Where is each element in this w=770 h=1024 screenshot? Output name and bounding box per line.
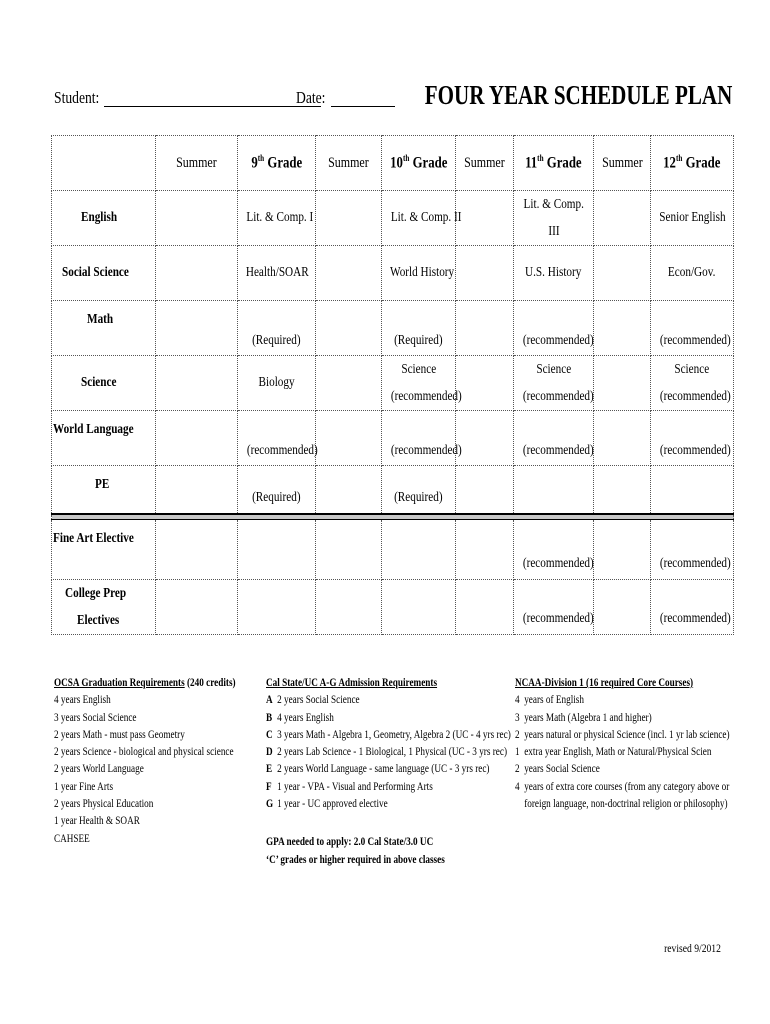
course-cell-g9[interactable] — [238, 466, 316, 514]
calstate-line: G 1 year - UC approved elective — [266, 798, 388, 811]
summer-cell[interactable] — [456, 579, 514, 634]
column-header-grade-9: 9th Grade — [238, 136, 316, 191]
course-cell-g11[interactable] — [514, 411, 594, 466]
ncaa-line: foreign language, non-doctrinal religion or philosophy) — [515, 798, 728, 811]
ocsa-line: 4 years English — [54, 694, 111, 707]
cell-text: (recommended) — [522, 442, 594, 458]
cell-text: (recommended) — [659, 611, 731, 626]
calstate-heading: Cal State/UC A-G Admission Requirements — [266, 677, 438, 689]
ocsa-line: 1 year Health & SOAR — [54, 815, 140, 828]
summer-cell[interactable] — [156, 411, 238, 466]
cell-text: (recommended) — [522, 611, 594, 626]
summer-cell[interactable] — [316, 519, 382, 579]
cell-text: (Required) — [394, 490, 443, 505]
column-header-summer: Summer — [156, 136, 238, 191]
ocsa-heading: OCSA Graduation Requirements — [54, 677, 185, 689]
ncaa-line: 4 years of extra core courses (from any category above or — [515, 780, 730, 793]
cell-text: III — [547, 224, 560, 239]
course-cell-g10[interactable] — [382, 191, 462, 246]
summer-cell[interactable] — [594, 301, 651, 356]
course-cell-g12[interactable] — [651, 411, 734, 466]
table-row — [52, 356, 734, 411]
summer-cell[interactable] — [594, 246, 651, 301]
corner-cell — [52, 136, 156, 191]
course-cell-g11[interactable] — [514, 356, 594, 411]
gpa-line-2: ‘C’ grades or higher required in above classes — [266, 853, 445, 866]
cell-text: U.S. History — [525, 265, 582, 281]
course-cell-g9[interactable] — [238, 356, 316, 411]
summer-cell[interactable] — [594, 579, 651, 634]
student-name-field[interactable] — [104, 106, 321, 107]
ocsa-line: CAHSEE — [54, 832, 90, 845]
cell-text: (recommended) — [659, 389, 731, 404]
form-header — [52, 80, 732, 116]
summer-cell[interactable] — [156, 519, 238, 579]
subject-label: Science — [52, 356, 156, 411]
summer-cell[interactable] — [456, 411, 514, 466]
table-row — [52, 411, 734, 466]
ncaa-heading: NCAA-Division 1 (16 required Core Courses) — [515, 677, 694, 689]
summer-cell[interactable] — [456, 246, 514, 301]
ncaa-line: 1 extra year English, Math or Natural/Physical Scien — [515, 746, 712, 759]
course-cell-g10[interactable] — [382, 301, 456, 356]
cell-text: (recommended) — [246, 442, 318, 458]
course-cell-g9[interactable] — [238, 411, 316, 466]
ncaa-line: 4 years of English — [515, 694, 584, 707]
summer-cell[interactable] — [456, 519, 514, 579]
course-cell-g11[interactable] — [514, 519, 594, 579]
subject-label: Fine Art Elective — [52, 519, 156, 579]
cell-text: (recommended) — [659, 332, 731, 348]
calstate-line: A 2 years Social Science — [266, 694, 360, 707]
course-cell-g12[interactable] — [651, 579, 734, 634]
summer-cell[interactable] — [316, 356, 382, 411]
subject-label: Math — [52, 301, 156, 356]
summer-cell[interactable] — [156, 301, 238, 356]
course-cell-g11[interactable] — [514, 191, 594, 246]
course-cell-g10[interactable] — [382, 246, 456, 301]
summer-cell[interactable] — [156, 246, 238, 301]
summer-cell[interactable] — [594, 356, 651, 411]
ocsa-line: 2 years Physical Education — [54, 798, 154, 811]
cell-text: (recommended) — [659, 442, 731, 458]
course-cell-g10[interactable] — [382, 356, 462, 411]
table-row — [52, 301, 734, 356]
calstate-line: E 2 years World Language - same language (UC - 3 yrs rec) — [266, 763, 490, 776]
summer-cell[interactable] — [316, 301, 382, 356]
student-label: Student: — [54, 88, 100, 107]
ocsa-line: 2 years World Language — [54, 763, 144, 776]
cell-text: Lit. & Comp. I — [246, 210, 314, 226]
course-cell-g9[interactable] — [238, 519, 316, 579]
calstate-line: F 1 year - VPA - Visual and Performing Arts — [266, 780, 433, 793]
cell-text: Econ/Gov. — [668, 265, 716, 281]
cell-text: World History — [390, 265, 455, 281]
summer-cell[interactable] — [316, 246, 382, 301]
summer-cell[interactable] — [156, 579, 238, 634]
table-row — [52, 246, 734, 301]
subject-label: Social Science — [52, 246, 156, 301]
course-cell-g9[interactable] — [238, 301, 316, 356]
summer-cell[interactable] — [316, 191, 382, 246]
cell-text: (recommended) — [659, 556, 731, 571]
course-cell-g11[interactable] — [514, 466, 594, 514]
summer-cell[interactable] — [316, 466, 382, 514]
course-cell-g10[interactable] — [382, 519, 456, 579]
ncaa-line: 2 years natural or physical Science (incl. 1 yr lab science) — [515, 728, 730, 741]
calstate-line: D 2 years Lab Science - 1 Biological, 1 Physical (UC - 3 yrs rec) — [266, 746, 508, 759]
course-cell-g11[interactable] — [514, 246, 594, 301]
ocsa-line: 2 years Science - biological and physical science — [54, 746, 234, 759]
date-label: Date: — [296, 88, 326, 107]
summer-cell[interactable] — [456, 301, 514, 356]
page-title: FOUR YEAR SCHEDULE PLAN — [424, 80, 732, 110]
gpa-line-1: GPA needed to apply: 2.0 Cal State/3.0 UC — [266, 836, 434, 849]
cell-text: (recommended) — [390, 442, 462, 458]
ocsa-line: 3 years Social Science — [54, 711, 137, 724]
summer-cell[interactable] — [156, 191, 238, 246]
ncaa-line: 2 years Social Science — [515, 763, 600, 776]
summer-cell[interactable] — [594, 519, 651, 579]
cell-text: Science — [536, 362, 571, 377]
table-row — [52, 191, 734, 246]
column-header-summer: Summer — [594, 136, 651, 191]
cell-text: Senior English — [659, 210, 726, 226]
course-cell-g12[interactable] — [651, 466, 734, 514]
subject-label: College Prep Electives — [52, 579, 156, 634]
column-header-grade-12: 12th Grade — [651, 136, 734, 191]
course-cell-g10[interactable] — [382, 411, 462, 466]
cell-text: (Required) — [394, 332, 443, 348]
summer-cell[interactable] — [456, 191, 514, 246]
course-cell-g12[interactable] — [651, 301, 734, 356]
subject-label: PE — [52, 466, 156, 514]
column-header-grade-10: 10th Grade — [382, 136, 456, 191]
ncaa-requirements — [515, 675, 770, 813]
course-cell-g9[interactable] — [238, 191, 316, 246]
schedule-table — [51, 135, 734, 635]
table-row — [52, 466, 734, 514]
cell-text: Biology — [258, 375, 295, 391]
course-cell-g11[interactable] — [514, 301, 594, 356]
revised-date: revised 9/2012 — [664, 941, 721, 955]
cell-text: (Required) — [252, 332, 301, 348]
course-cell-g9[interactable] — [238, 246, 316, 301]
column-header-summer: Summer — [456, 136, 514, 191]
cell-text: (recommended) — [522, 332, 594, 348]
cell-text: Lit. & Comp. — [523, 197, 584, 212]
ocsa-requirements: OCSA Graduation Requirements (240 credits) 4 years English 3 years Social Science 2 years Math - must pass Geometry 2 years Science - biological and physical science 2 years World Language 1 year Fine Arts 2 years Physical Education 1 year Health & SOAR CAHSEE — [54, 675, 281, 848]
header-row — [52, 136, 734, 191]
cell-text: (Required) — [252, 490, 301, 505]
summer-cell[interactable] — [594, 466, 651, 514]
calstate-line: B 4 years English — [266, 711, 334, 724]
summer-cell[interactable] — [594, 191, 651, 246]
summer-cell[interactable] — [456, 356, 514, 411]
summer-cell[interactable] — [594, 411, 651, 466]
cell-text: (recommended) — [390, 389, 462, 404]
cell-text: Lit. & Comp. II — [390, 210, 462, 226]
subject-label: English — [52, 191, 156, 246]
cell-text: Science — [401, 362, 436, 377]
course-cell-g11[interactable] — [514, 579, 594, 634]
course-cell-g9[interactable] — [238, 579, 316, 634]
table-row — [52, 579, 734, 634]
course-cell-g12[interactable] — [651, 246, 734, 301]
cell-text: Science — [674, 362, 710, 377]
calstate-line: C 3 years Math - Algebra 1, Geometry, Algebra 2 (UC - 4 yrs rec) — [266, 728, 511, 741]
summer-cell[interactable] — [456, 466, 514, 514]
course-cell-g10[interactable] — [382, 579, 456, 634]
column-header-summer: Summer — [316, 136, 382, 191]
course-cell-g12[interactable] — [651, 356, 734, 411]
course-cell-g10[interactable] — [382, 466, 456, 514]
table-row — [52, 519, 734, 579]
ocsa-line: 2 years Math - must pass Geometry — [54, 728, 185, 741]
course-cell-g12[interactable] — [651, 191, 734, 246]
ocsa-line: 1 year Fine Arts — [54, 780, 114, 793]
summer-cell[interactable] — [316, 579, 382, 634]
column-header-grade-11: 11th Grade — [514, 136, 594, 191]
subject-label: World Language — [52, 411, 156, 466]
summer-cell[interactable] — [316, 411, 382, 466]
ncaa-line: 3 years Math (Algebra 1 and higher) — [515, 711, 652, 724]
course-cell-g12[interactable] — [651, 519, 734, 579]
summer-cell[interactable] — [156, 466, 238, 514]
cell-text: (recommended) — [522, 556, 594, 571]
summer-cell[interactable] — [156, 356, 238, 411]
cell-text: (recommended) — [522, 389, 594, 404]
cell-text: Health/SOAR — [245, 265, 309, 281]
